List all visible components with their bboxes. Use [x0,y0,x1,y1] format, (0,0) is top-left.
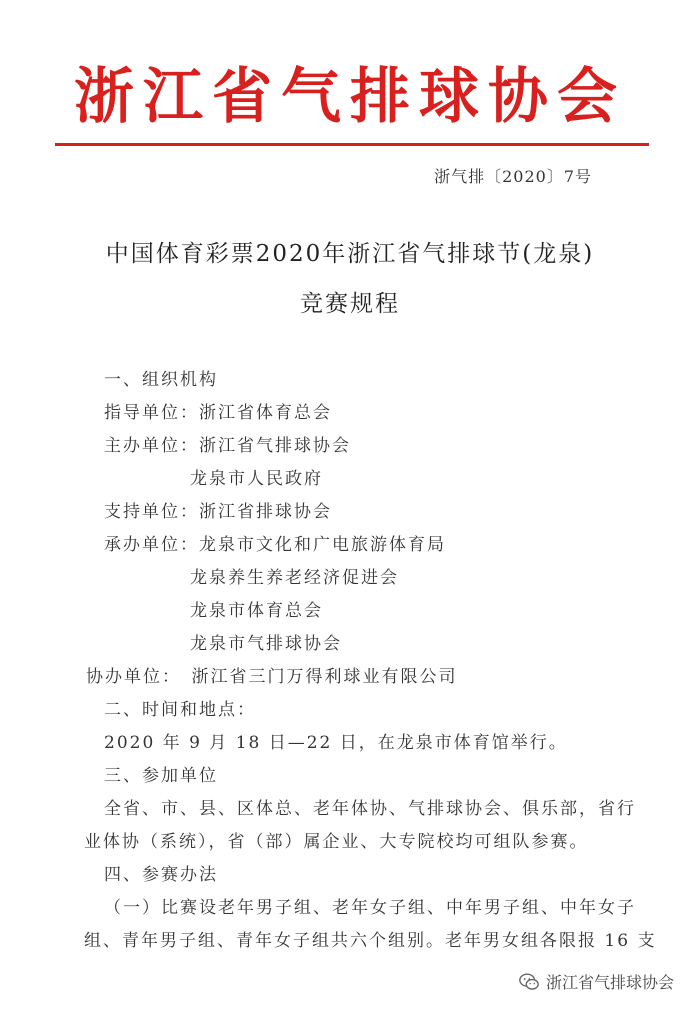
organization-masthead: 浙江省气排球协会 [74,62,626,132]
watermark-text: 浙江省气排球协会 [545,973,674,992]
document-title-line-1: 中国体育彩票2020年浙江省气排球节(龙泉) [105,241,595,267]
section-heading-participants: 三、参加单位 [104,766,218,786]
body-line: 承办单位：龙泉市文化和广电旅游体育局 [104,535,446,555]
section-heading-entry-method: 四、参赛办法 [104,865,218,885]
body-line: （一）比赛设老年男子组、老年女子组、中年男子组、中年女子 [104,898,636,918]
body-line: 2020 年 9 月 18 日—22 日，在龙泉市体育馆举行。 [104,733,568,753]
document-title-line-2: 竞赛规程 [300,291,400,317]
section-heading-time-place: 二、时间和地点： [104,700,256,720]
body-line: 组、青年男子组、青年女子组共六个组别。老年男女组各限报 16 支 [84,931,657,951]
header-divider [55,143,649,146]
body-line: 主办单位：浙江省气排球协会 [104,436,351,456]
section-heading-organization: 一、组织机构 [104,370,218,390]
document-number: 浙气排〔2020〕7号 [434,167,592,186]
body-line: 龙泉市人民政府 [190,469,323,489]
wechat-icon [518,971,540,993]
body-line: 支持单位：浙江省排球协会 [104,502,332,522]
body-line: 全省、市、县、区体总、老年体协、气排球协会、俱乐部，省行 [104,799,636,819]
body-line: 业体协（系统），省（部）属企业、大专院校均可组队参赛。 [84,832,589,852]
wechat-watermark [518,970,674,993]
body-line: 龙泉养生养老经济促进会 [190,568,399,588]
body-line: 协办单位： 浙江省三门万得利球业有限公司 [86,667,458,687]
body-line: 龙泉市体育总会 [190,601,323,621]
body-line: 指导单位：浙江省体育总会 [104,403,332,423]
body-line: 龙泉市气排球协会 [190,634,342,654]
